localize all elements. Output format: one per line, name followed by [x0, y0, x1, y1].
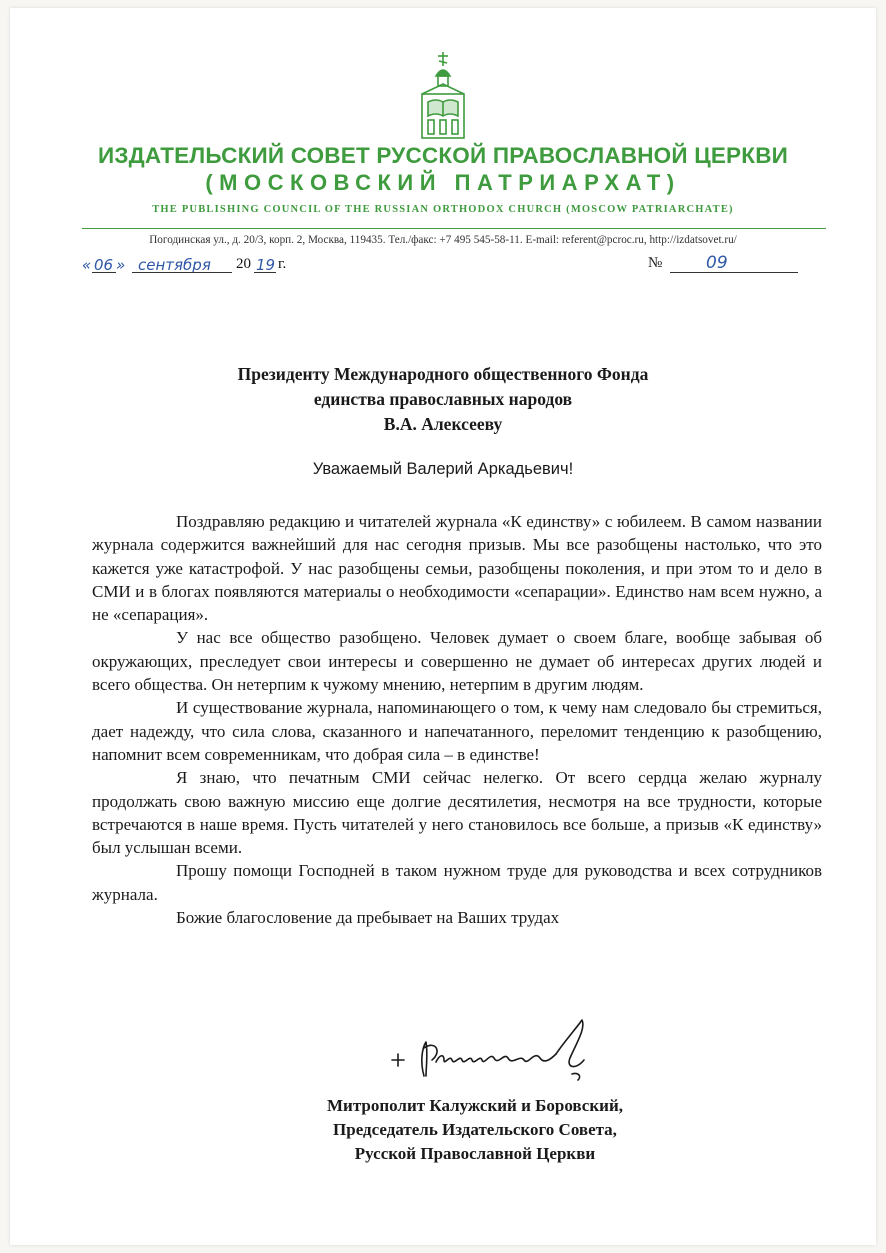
- date-open-quote: «: [82, 256, 92, 274]
- body-paragraph: У нас все общество разобщено. Человек думает о своем благе, вообще забывая об окружающих, преследует свои интересы и совершенно не думает об интересах других людей и всего общества. Он нетерпим к чужому мнению, нетерпим в другим людям.: [92, 628, 822, 695]
- signer-block: [240, 1094, 710, 1166]
- org-name: ИЗДАТЕЛЬСКИЙ СОВЕТ РУССКОЙ ПРАВОСЛАВНОЙ ЦЕРКВИ: [97, 143, 789, 168]
- date-year-unit: г.: [278, 256, 287, 272]
- signer-title: Митрополит Калужский и Боровский,: [326, 1096, 623, 1115]
- body-paragraph: Прошу помощи Господней в таком нужном труде для руководства и всех сотрудников журнала.: [92, 861, 822, 904]
- addressee-line: единства православных народов: [313, 389, 573, 409]
- number-value: 09: [706, 253, 728, 273]
- number-underline: [670, 272, 798, 273]
- org-contacts: Погодинская ул., д. 20/3, корп. 2, Москва, 119435. Тел./факс: +7 495 545-58-11. E-mail: referent@pcroc.ru, http://izdatsovet.ru/: [149, 234, 737, 246]
- day-underline: [92, 272, 116, 273]
- letter-body: [92, 510, 822, 929]
- addressee-name: В.А. Алексееву: [383, 414, 503, 434]
- date-line: [82, 252, 322, 276]
- church-logo-icon: [414, 50, 472, 142]
- signer-position: Председатель Издательского Совета,: [333, 1120, 617, 1139]
- number-label: №: [648, 255, 663, 271]
- org-subtitle: (МОСКОВСКИЙ ПАТРИАРХАТ): [205, 170, 681, 195]
- date-year-suffix: 19: [256, 256, 276, 274]
- addressee-block: [0, 362, 886, 437]
- signer-organization: Русской Православной Церкви: [354, 1144, 596, 1163]
- handwritten-signature: [380, 1014, 610, 1094]
- org-name-english: THE PUBLISHING COUNCIL OF THE RUSSIAN ORTHODOX CHURCH (MOSCOW PATRIARCHATE): [152, 204, 734, 215]
- body-paragraph: Божие благословение да пребывает на Ваших трудах: [176, 908, 560, 928]
- date-year-prefix: 20: [236, 256, 251, 272]
- body-paragraph: И существование журнала, напоминающего о том, к чему нам следовало бы стремиться, дает надежду, что сила слова, сказанного и напечатанного, переломит тенденцию к разобщению, напомнит всем современникам, что добрая сила – в единстве!: [92, 698, 822, 764]
- body-paragraph: Я знаю, что печатным СМИ сейчас нелегко. От всего сердца желаю журналу продолжать свою важную миссию еще долгие десятилетия, несмотря на все трудности, которые встречаются в наше время. Пусть читателей у него становилось все больше, а призыв «К единству» был услышан всеми.: [92, 768, 822, 858]
- addressee-line: Президенту Международного общественного Фонда: [237, 364, 649, 384]
- letterhead-divider: [82, 228, 826, 229]
- body-paragraph: Поздравляю редакцию и читателей журнала «К единству» с юбилеем. В самом названии журнала содержится важнейший для нас сегодня призыв. Мы все разобщены настолько, что это кажется уже катастрофой. У нас разобщены семьи, разобщены поколения, и при этом то и дело в СМИ и в блогах появляются материалы о необходимости «сепарации». Единство нам всем нужно, а не «сепарация».: [92, 512, 822, 625]
- date-day: 06: [94, 256, 114, 274]
- document-number: [648, 252, 800, 276]
- date-close-quote: »: [116, 256, 126, 274]
- month-underline: [132, 272, 232, 273]
- date-month: сентября: [138, 256, 211, 274]
- salutation: Уважаемый Валерий Аркадьевич!: [312, 460, 574, 478]
- year-underline: [254, 272, 276, 273]
